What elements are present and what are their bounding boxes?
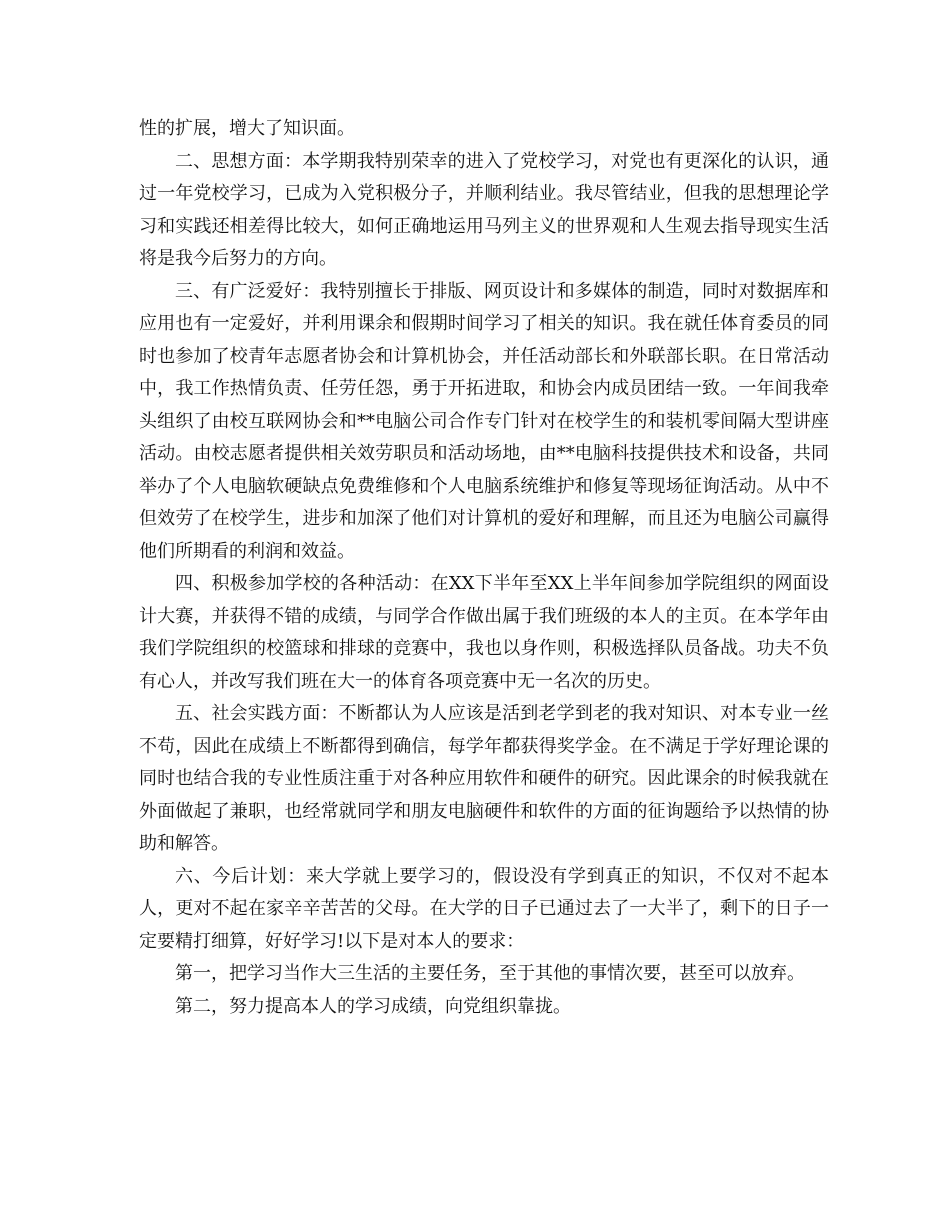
paragraph-second-requirement: 第二，努力提高本人的学习成绩，向党组织靠拢。 [175,995,571,1017]
paragraph-school-activities: 四、积极参加学校的各种活动：在XX下半年至XX上半年间参加学院组织的网面设计大赛，并获得不错的成绩，与同学合作做出属于我们班级的本人的主页。在本学年由我们学院组织的校篮球和排球的竞赛中，我也以身作则，积极选择队员备战。功夫不负有心人，并改写我们班在大一的体育各项竞赛中无一名次的历史。 [139,573,829,692]
paragraph-social-practice: 五、社会实践方面：不断都认为人应该是活到老学到老的我对知识、对本专业一丝不苟，因此在成绩上不断都得到确信，每学年都获得奖学金。在不满足于学好理论课的同时也结合我的专业性质注重于对各种应用软件和硬件的研究。因此课余的时候我就在外面做起了兼职，也经常就同学和朋友电脑硬件和软件的方面的征询题给予以热情的协助和解答。 [139,703,829,854]
paragraph-ideology: 二、思想方面：本学期我特别荣幸的进入了党校学习，对党也有更深化的认识，通过一年党校学习，已成为入党积极分子，并顺利结业。我尽管结业，但我的思想理论学习和实践还相差得比较大，如何正确地运用马列主义的世界观和人生观去指导现实生活将是我今后努力的方向。 [139,150,829,269]
paragraph-first-requirement: 第一，把学习当作大三生活的主要任务，至于其他的事情次要，甚至可以放弃。 [175,963,805,984]
document-body [139,113,829,1023]
paragraph-continuation: 性的扩展，增大了知识面。 [139,118,355,139]
paragraph-hobbies: 三、有广泛爱好：我特别擅长于排版、网页设计和多媒体的制造，同时对数据库和应用也有一定爱好，并利用课余和假期时间学习了相关的知识。我在就任体育委员的同时也参加了校青年志愿者协会和计算机协会，并任活动部长和外联部长职。在日常活动中，我工作热情负责、任劳任怨，勇于开拓进取，和协会内成员团结一致。一年间我牵头组织了由校互联网协会和**电脑公司合作专门针对在校学生的和装机零间隔大型讲座活动。由校志愿者提供相关效劳职员和活动场地，由**电脑科技提供技术和设备，共同举办了个人电脑软硬缺点免费维修和个人电脑系统维护和修复等现场征询活动。从中不但效劳了在校学生，进步和加深了他们对计算机的爱好和理解，而且还为电脑公司赢得他们所期看的利润和效益。 [139,280,829,562]
paragraph-future-plan: 六、今后计划：来大学就上要学习的，假设没有学到真正的知识，不仅对不起本人，更对不起在家辛辛苦苦的父母。在大学的日子已通过去了一大半了，剩下的日子一定要精打细算，好好学习!以下是对本人的要求： [139,865,829,952]
